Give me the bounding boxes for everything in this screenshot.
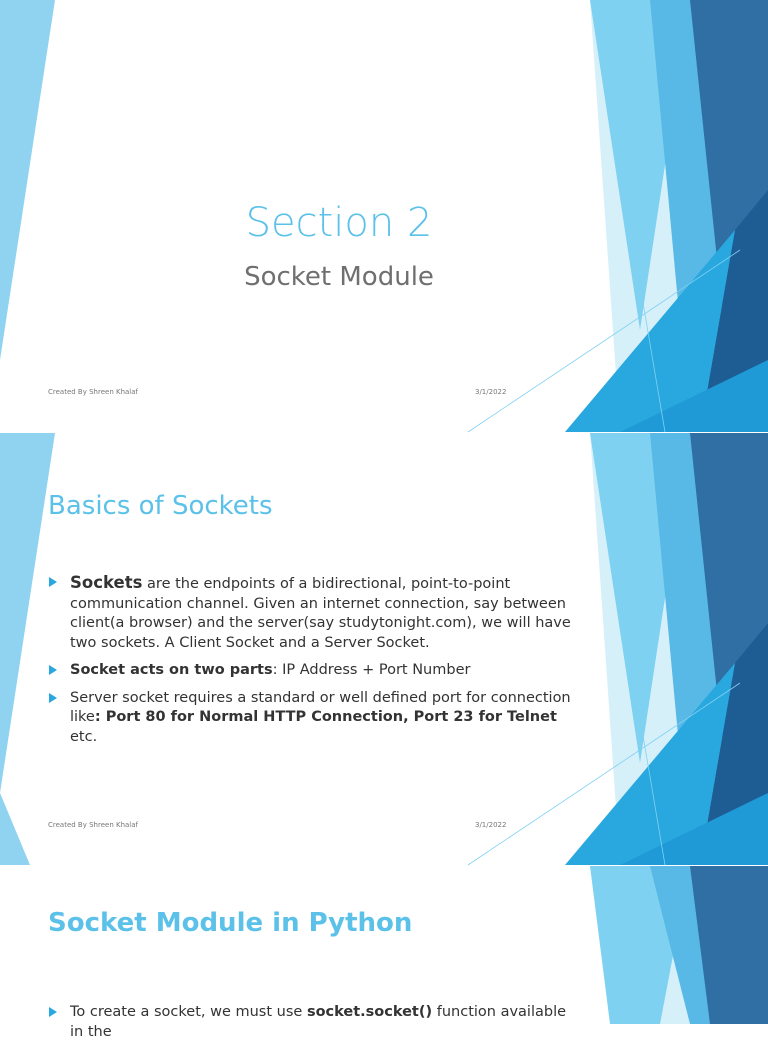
list-item: Sockets are the endpoints of a bidirectional, point-to-point communication channel. Given an internet connection, say between client(a browser) and the server(say studytonight.com), we will have two sockets. A Client Socket and a Server Socket. — [48, 573, 578, 653]
footer-date: 3/1/2022 — [475, 388, 507, 396]
bullet-list — [48, 573, 578, 755]
slide-heading: Socket Module in Python — [48, 908, 413, 938]
section-subtitle: Socket Module — [244, 262, 434, 292]
footer-date: 3/1/2022 — [475, 821, 507, 829]
bullet-arrow-icon — [49, 1007, 57, 1017]
list-item: To create a socket, we must use socket.socket() function available in the — [48, 1003, 578, 1042]
slide-heading: Basics of Sockets — [48, 491, 273, 521]
slide-title — [0, 0, 768, 432]
bullet-list — [48, 1003, 578, 1050]
section-title: Section 2 — [245, 200, 433, 246]
bullet-arrow-icon — [49, 577, 57, 587]
footer-author: Created By Shreen Khalaf — [48, 821, 138, 829]
bullet-arrow-icon — [49, 693, 57, 703]
list-item: Socket acts on two parts: IP Address + Port Number — [48, 661, 578, 681]
bullet-arrow-icon — [49, 665, 57, 675]
footer-author: Created By Shreen Khalaf — [48, 388, 138, 396]
decorative-triangles — [0, 866, 768, 1024]
slide-socket-module-in-python — [0, 866, 768, 1040]
list-item: Server socket requires a standard or well defined port for connection like: Port 80 for Normal HTTP Connection, Port 23 for Telnet etc. — [48, 689, 578, 748]
slide-basics-of-sockets — [0, 433, 768, 865]
